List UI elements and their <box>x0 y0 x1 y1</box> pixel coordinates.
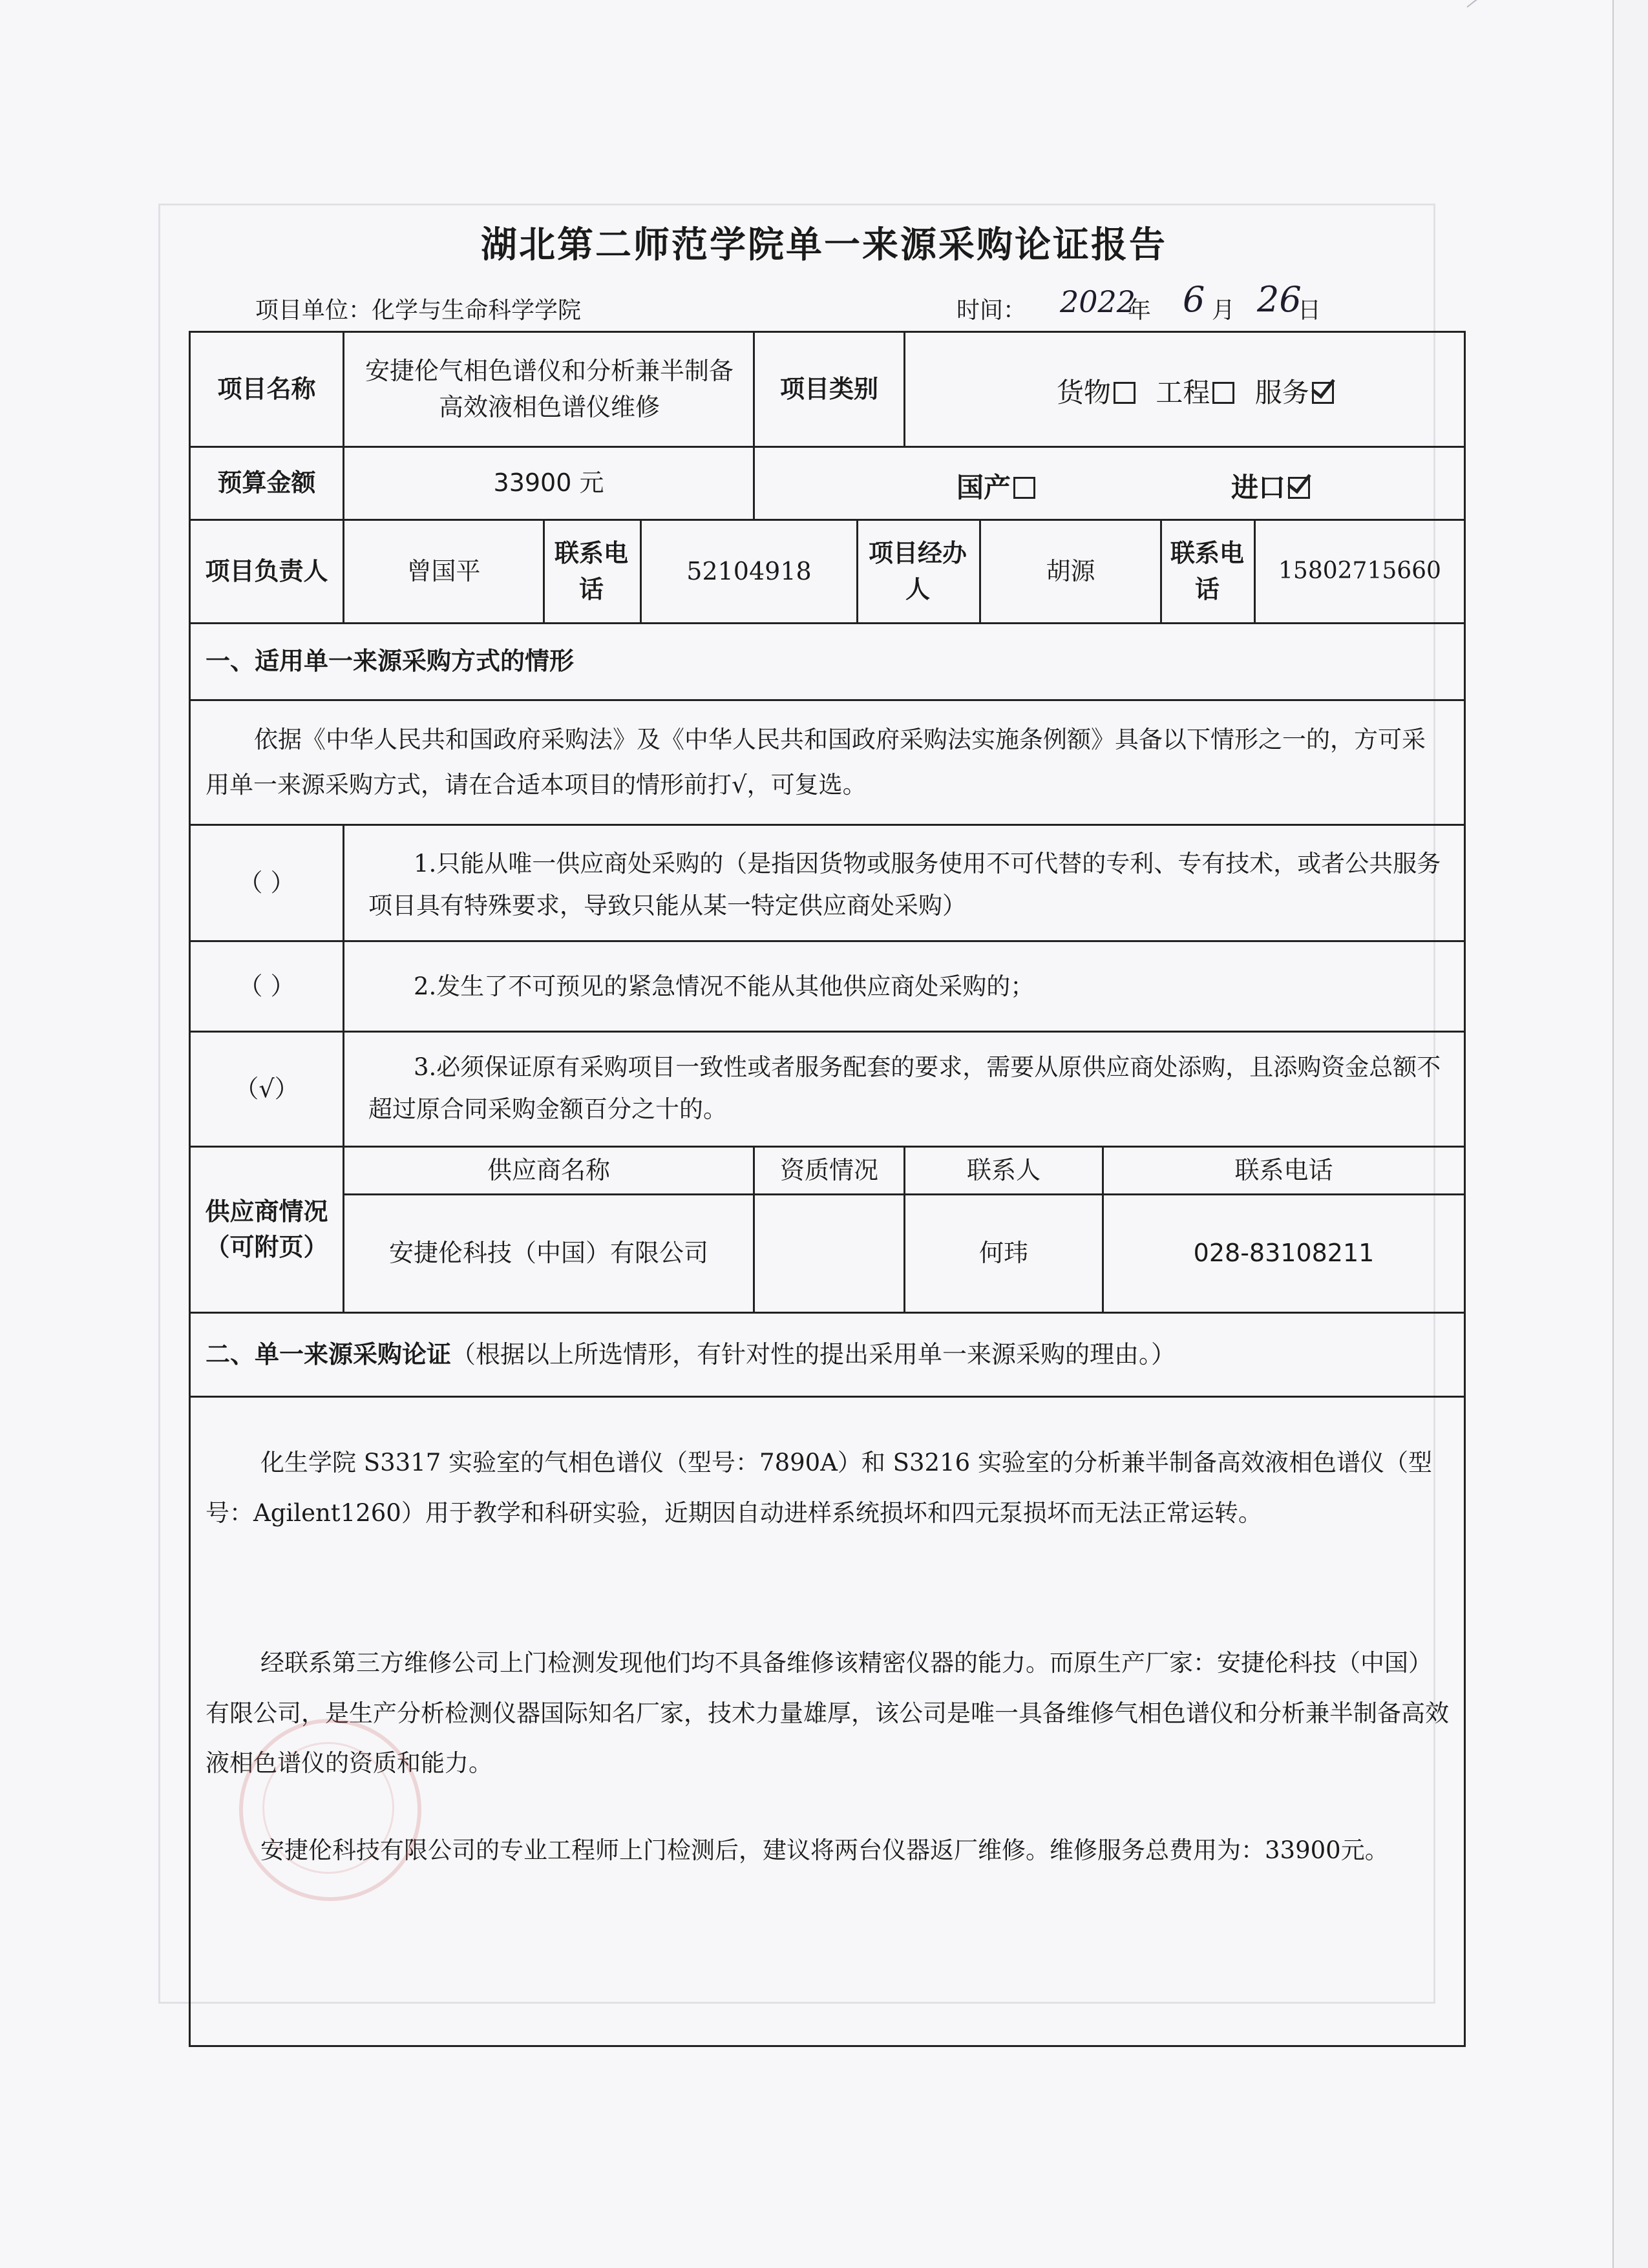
document-title: 湖北第二师范学院单一来源采购论证报告 <box>481 224 1167 266</box>
option3-mark[interactable]: （√） <box>234 1074 299 1103</box>
budget-label: 预算金额 <box>217 468 316 498</box>
supplier-contact: 何玮 <box>978 1239 1028 1268</box>
row-divider <box>189 1396 1464 1398</box>
domestic-checkbox[interactable] <box>1013 477 1035 499</box>
handler-phone-label: 联系电话 <box>1170 539 1244 604</box>
handler-value: 胡源 <box>1046 556 1095 585</box>
origin-domestic <box>956 467 1038 505</box>
col-divider <box>543 519 545 622</box>
supplier-header-phone: 联系电话 <box>1234 1155 1333 1184</box>
project-name-label: 项目名称 <box>217 374 316 403</box>
handwritten-year: 2022 <box>1060 284 1136 319</box>
option-import: 进口 <box>1231 472 1286 503</box>
project-name-value: 安捷伦气相色谱仪和分析兼半制备高效液相色谱仪维修 <box>364 357 734 421</box>
col-divider <box>903 331 905 446</box>
col-divider <box>753 446 755 519</box>
supplier-name: 安捷伦科技（中国）有限公司 <box>388 1239 708 1268</box>
supplier-phone: 028-83108211 <box>1193 1239 1375 1268</box>
option-service: 服务 <box>1254 377 1309 408</box>
import-checkbox[interactable] <box>1288 477 1310 499</box>
faded-seal <box>239 1719 421 1901</box>
handwritten-month: 6 <box>1183 279 1205 320</box>
category-options <box>1057 372 1336 410</box>
row-divider <box>189 699 1464 701</box>
row-divider <box>189 824 1464 826</box>
project-category-label: 项目类别 <box>779 374 878 403</box>
supplier-header-contact: 联系人 <box>966 1155 1041 1184</box>
supplier-label: 供应商情况（可附页） <box>205 1197 328 1261</box>
leader-label: 项目负责人 <box>205 556 328 585</box>
handler-phone-value: 15802715660 <box>1278 558 1441 585</box>
origin-import <box>1231 467 1313 505</box>
budget-value: 33900 元 <box>493 468 604 498</box>
engineering-checkbox[interactable] <box>1212 382 1234 404</box>
year-unit: 年 <box>1128 297 1152 324</box>
goods-checkbox[interactable] <box>1114 382 1136 404</box>
section2-paragraph-3: 安捷伦科技有限公司的专业工程师上门检测后，建议将两台仪器返厂维修。维修服务总费用为：33900元。 <box>260 1836 1389 1864</box>
option1-mark[interactable]: （ ） <box>238 868 295 897</box>
leader-value: 曾国平 <box>407 556 481 585</box>
time-label: 时间： <box>956 297 1027 324</box>
option1-text: 1.只能从唯一供应商处采购的（是指因货物或服务使用不可代替的专利、专有技术，或者公共服务项目具有特殊要求，导致只能从某一特定供应商处采购） <box>368 850 1441 919</box>
supplier-header-name: 供应商名称 <box>487 1155 610 1184</box>
day-unit: 日 <box>1298 297 1322 324</box>
section2-paragraph-2: 经联系第三方维修公司上门检测发现他们均不具备维修该精密仪器的能力。而原生产厂家：安捷伦科技（中国）有限公司，是生产分析检测仪器国际知名厂家，技术力量雄厚，该公司是唯一具备维修气相色谱仪和分析兼半制备高效液相色谱仪的资质和能力。 <box>206 1649 1449 1778</box>
row-divider <box>189 940 1464 942</box>
section2-paragraph-1: 化生学院 S3317 实验室的气相色谱仪（型号：7890A）和 S3216 实验室的分析兼半制备高效液相色谱仪（型号：Agilent1260）用于教学和科研实验，近期因自动进样系统损坏和四元泵损坏而无法正常运转。 <box>206 1449 1432 1527</box>
section2-heading-note: （根据以上所选情形，有针对性的提出采用单一来源采购的理由。） <box>451 1339 1176 1369</box>
supplier-header-qualification: 资质情况 <box>779 1155 878 1184</box>
option-goods: 货物 <box>1057 377 1112 408</box>
service-checkbox[interactable] <box>1312 382 1334 404</box>
option3-text: 3.必须保证原有采购项目一致性或者服务配套的要求，需要从原供应商处添购，且添购资金总额不超过原合同采购金额百分之十的。 <box>368 1053 1441 1123</box>
option-domestic: 国产 <box>956 472 1011 503</box>
section2-heading-bold: 二、单一来源采购论证 <box>206 1339 452 1369</box>
section1-intro: 依据《中华人民共和国政府采购法》及《中华人民共和国政府采购法实施条例额》具备以下情形之一的，方可采用单一来源采购方式，请在合适本项目的情形前打√，可复选。 <box>206 726 1426 799</box>
option2-mark[interactable]: （ ） <box>238 971 295 1000</box>
col-divider <box>1160 519 1162 622</box>
leader-phone-value: 52104918 <box>686 556 812 585</box>
section1-heading: 一、适用单一来源采购方式的情形 <box>206 647 575 676</box>
handwritten-day: 26 <box>1257 279 1302 320</box>
section2-heading <box>206 1314 1453 1396</box>
col-divider <box>343 824 344 1147</box>
project-unit: 项目单位：化学与生命科学学院 <box>255 297 582 324</box>
handler-label: 项目经办人 <box>868 539 967 604</box>
leader-phone-label: 联系电话 <box>554 539 628 604</box>
row-divider <box>189 1031 1464 1033</box>
col-divider <box>856 519 858 622</box>
option2-text: 2.发生了不可预见的紧急情况不能从其他供应商处采购的； <box>414 972 1035 1000</box>
option-engineering: 工程 <box>1156 377 1210 408</box>
supplier-qualification <box>755 1195 903 1312</box>
month-unit: 月 <box>1212 297 1236 324</box>
